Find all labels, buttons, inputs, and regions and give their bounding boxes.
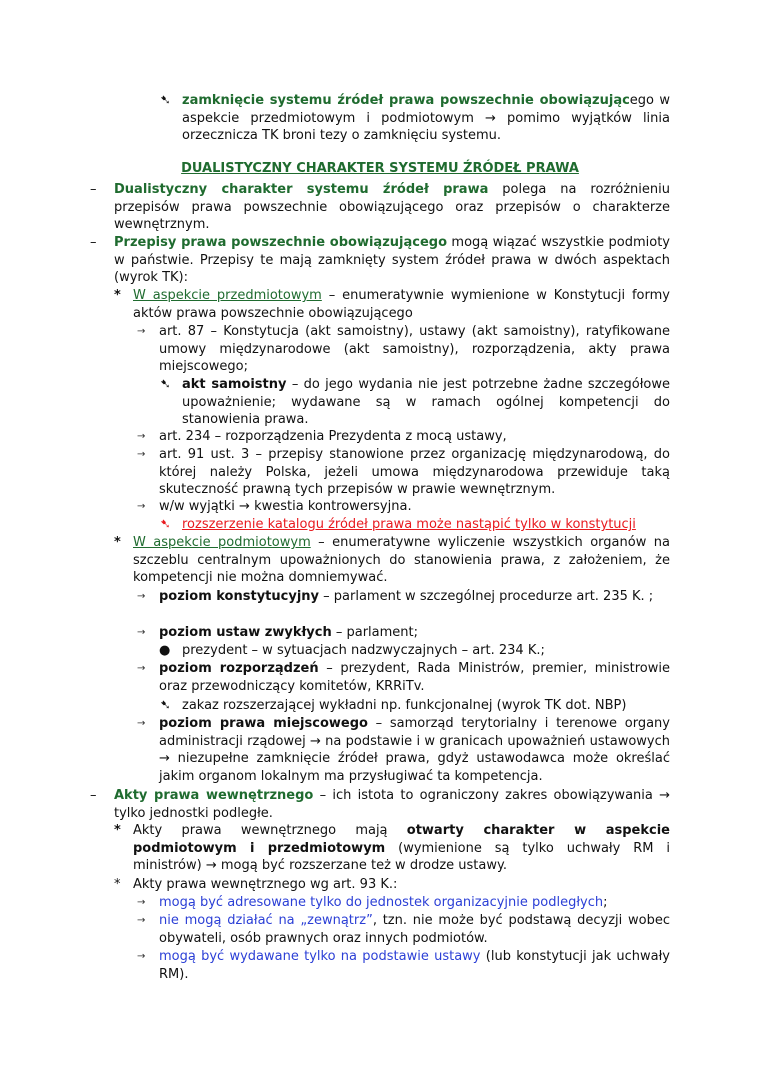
paragraph [114, 287, 670, 322]
arrow-icon: → [137, 915, 146, 926]
bold-term: akt samoistny [182, 377, 287, 392]
paragraph [160, 376, 670, 429]
arrow-icon: → [137, 449, 146, 460]
paragraph [137, 588, 670, 606]
bold-term: otwarty charakter w aspekcie podmiotowym i przedmiotowym [133, 823, 670, 856]
bold-term: poziom konstytucyjny [159, 589, 320, 604]
text: (lub konstytucji jak uchwały RM). [159, 949, 671, 982]
text: art. 91 ust. 3 – przepisy stanowione przez organizację międzynarodową, do której należy Polska, jeżeli umowa międzynarodowa przewiduje taką skuteczność prawną tych przepisów w prawie wewnętrznym. [159, 447, 670, 498]
hook-arrow-icon: ➷ [160, 93, 171, 108]
bold-term: Dualistyczny charakter systemu źródeł prawa [114, 182, 489, 197]
arrow-icon: → [137, 627, 146, 638]
paragraph [90, 787, 670, 822]
underlined-term: W aspekcie podmiotowym [133, 535, 311, 550]
text: (wymienione są tylko uchwały RM i ministrów) → mogą być rozszerzane też w drodze ustawy. [133, 840, 670, 874]
dash-marker: – [90, 182, 97, 197]
arrow-icon: → [137, 718, 146, 729]
text: polega na rozróżnieniu przepisów prawa powszechnie obowiązującego oraz przepisów o charakterze wewnętrznym. [114, 182, 670, 233]
text: – parlament w szczególnej procedurze art. 235 K. ; [319, 589, 654, 604]
paragraph [137, 428, 670, 446]
text: – enumeratywne wyliczenie wszystkich organów na szczeblu centralnym upoważnionych do stanowienia prawa, z założeniem, że kompetencji nie można domniemywać. [133, 535, 670, 586]
paragraph [137, 323, 670, 376]
bold-term: Przepisy prawa powszechnie obowiązującego [114, 235, 448, 250]
paragraph [137, 912, 670, 947]
text: ; [603, 895, 608, 910]
paragraph [137, 715, 670, 785]
paragraph [160, 697, 670, 715]
text: zakaz rozszerzającej wykładni np. funkcjonalnej (wyrok TK dot. NBP) [182, 698, 627, 713]
paragraph [159, 642, 670, 660]
paragraph [137, 446, 670, 499]
dash-marker: – [90, 235, 97, 250]
text: – do jego wydania nie jest potrzebne żadne szczegółowe upoważnienie; wydawane są w ramach ogólnej kompetencji do stanowienia prawa. [182, 377, 670, 428]
paragraph [114, 822, 670, 875]
arrow-icon: → [137, 431, 146, 442]
paragraph [114, 534, 670, 587]
text: , tzn. nie może być podstawą decyzji wobec obywateli, osób prawnych oraz innych podmiotów. [159, 913, 670, 946]
text: – samorząd terytorialny i terenowe organy administracji rządowej → na podstawie i w granicach upoważnień ustawowych → niezupełne zamknięcie źródeł prawa, gdyż ustawodawca może określać jakim organom lokalnym ma przysługiwać ta kompetencja. [159, 716, 670, 784]
arrow-icon: → [137, 501, 146, 512]
star-marker: * [114, 877, 121, 892]
paragraph [90, 234, 670, 287]
arrow-icon: → [137, 326, 146, 337]
text: Akty prawa wewnętrznego wg art. 93 K.: [133, 877, 398, 892]
text: – enumeratywnie wymienione w Konstytucji formy aktów prawa powszechnie obowiązującego [133, 288, 670, 321]
paragraph [137, 894, 670, 912]
bold-term: poziom rozporządzeń [159, 661, 319, 676]
paragraph [137, 624, 670, 642]
red-underlined-text: rozszerzenie katalogu źródeł prawa może nastąpić tylko w konstytucji [182, 517, 636, 532]
underlined-term: W aspekcie przedmiotowym [133, 288, 322, 303]
text: – parlament; [331, 625, 419, 640]
text: mogą wiązać wszystkie podmioty w państwie. Przepisy te mają zamknięty system źródeł prawa w dwóch aspektach (wyrok TK): [114, 235, 670, 286]
arrow-icon: → [137, 951, 146, 962]
text: ego w aspekcie przedmiotowym i podmiotowym → pomimo wyjątków linia orzecznicza TK broni tezy o zamknięciu systemu. [182, 93, 671, 144]
text: – prezydent, Rada Ministrów, premier, ministrowie oraz przewodniczący komitetów, KRRiTv. [159, 661, 670, 694]
paragraph [90, 181, 670, 234]
arrow-icon: → [137, 897, 146, 908]
section-heading: DUALISTYCZNY CHARAKTER SYSTEMU ŹRÓDEŁ PRAWA [181, 161, 579, 176]
blue-text: nie mogą działać na „zewnątrz” [159, 913, 373, 928]
paragraph [137, 498, 670, 516]
hook-arrow-icon: ➷ [160, 517, 171, 532]
bold-term: poziom ustaw zwykłych [159, 625, 332, 640]
blue-text: mogą być wydawane tylko na podstawie ustawy [159, 949, 481, 964]
text: w/w wyjątki → kwestia kontrowersyjna. [159, 499, 412, 514]
paragraph [137, 660, 670, 695]
blue-text: mogą być adresowane tylko do jednostek organizacyjnie podległych [159, 895, 604, 910]
hook-arrow-icon: ➷ [160, 377, 171, 392]
dash-marker: – [90, 788, 97, 803]
star-marker: * [114, 823, 121, 838]
bullet-icon: ● [159, 643, 171, 658]
text: prezydent – w sytuacjach nadzwyczajnych – art. 234 K.; [182, 643, 545, 658]
paragraph [114, 876, 670, 894]
bold-term: zamknięcie systemu źródeł prawa powszechnie obowiązując [182, 93, 630, 108]
bold-term: poziom prawa miejscowego [159, 716, 368, 731]
text: art. 87 – Konstytucja (akt samoistny), ustawy (akt samoistny), ratyfikowane umowy międzynarodowe (akt samoistny), rozporządzenia, akty prawa miejscowego; [159, 324, 670, 375]
paragraph [160, 92, 671, 145]
text: – ich istota to ograniczony zakres obowiązywania → tylko jednostki podległe. [114, 788, 670, 821]
arrow-icon: → [137, 663, 146, 674]
hook-arrow-icon: ➷ [160, 698, 171, 713]
bold-term: Akty prawa wewnętrznego [114, 788, 314, 803]
arrow-icon: → [137, 591, 146, 602]
text: Akty prawa wewnętrznego mają [133, 823, 407, 838]
star-marker: * [114, 535, 121, 550]
paragraph [137, 948, 671, 983]
text: art. 234 – rozporządzenia Prezydenta z mocą ustawy, [159, 429, 507, 444]
paragraph [160, 516, 670, 534]
star-marker: * [114, 288, 121, 303]
